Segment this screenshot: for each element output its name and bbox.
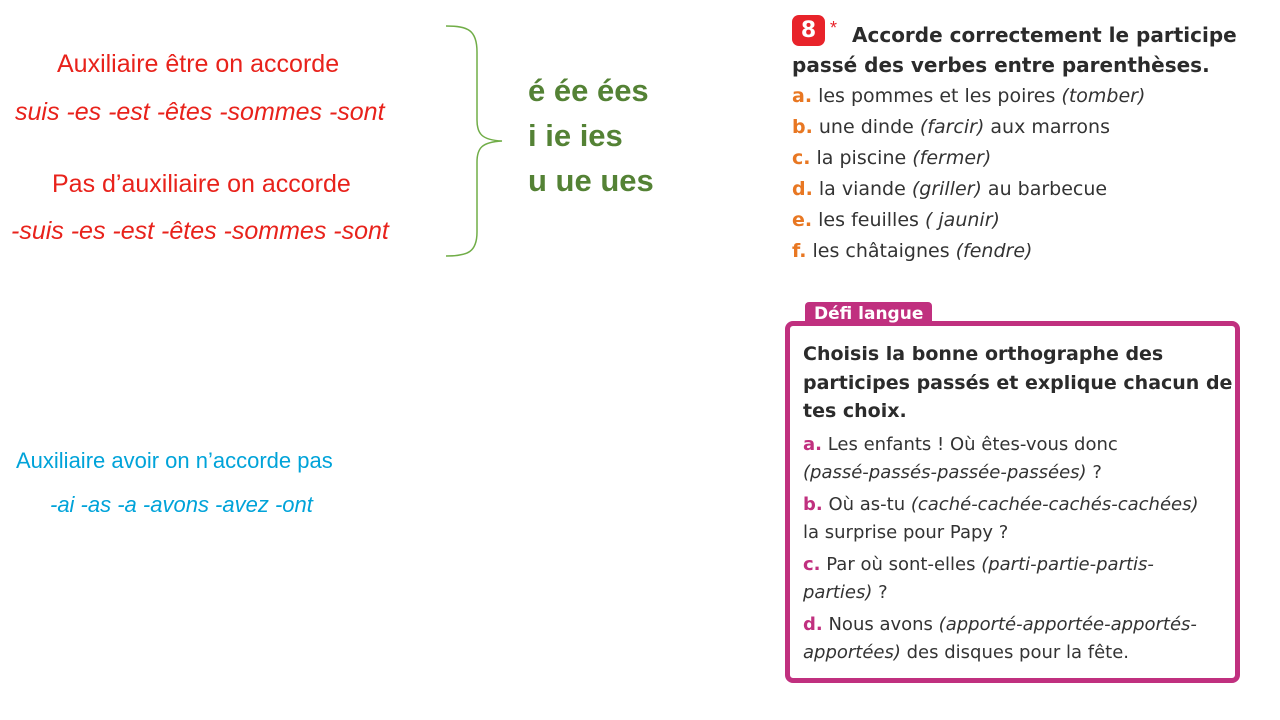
item-letter: d. [792,178,813,200]
item-text: ? [1086,462,1102,483]
item-letter: b. [792,116,813,138]
item-choices: (parti-partie-partis- [981,554,1154,575]
item-text: ? [872,582,888,603]
exercise-item [792,209,1000,231]
defi-item-d-line1 [803,614,1197,635]
defi-intro-line3: tes choix. [803,400,907,422]
defi-item-d-line2 [803,642,1129,663]
item-text: la viande [818,178,912,200]
item-letter: a. [792,85,813,107]
defi-langue-tab: Défi langue [805,302,932,326]
item-text: Les enfants ! Où êtes-vous donc [827,434,1118,455]
item-text: les pommes et les poires [818,85,1062,107]
item-letter: c. [803,554,821,575]
exercise-item [792,147,991,169]
item-verb: (fermer) [912,147,992,169]
defi-item-c-line2 [803,582,888,603]
defi-item-b-line1 [803,494,1199,515]
defi-item-c-line1 [803,554,1154,575]
sans-auxiliaire-rule-title: Pas d’auxiliaire on accorde [52,170,351,198]
item-text: des disques pour la fête. [900,642,1130,663]
item-text-after: au barbecue [981,178,1108,200]
item-letter: a. [803,434,822,455]
item-letter: d. [803,614,823,635]
item-letter: c. [792,147,811,169]
item-text: Nous avons [828,614,939,635]
ending-i: i ie ies [528,118,623,153]
exercise-item [792,116,1110,138]
exercise-item [792,240,1032,262]
avoir-rule-title: Auxiliaire avoir on n’accorde pas [16,448,333,473]
item-text: Par où sont-elles [826,554,982,575]
etre-forms: suis -es -est -êtes -sommes -sont [15,98,385,126]
item-choices: (apporté-apportée-apportés- [938,614,1197,635]
exercise-item [792,178,1107,200]
item-text: une dinde [818,116,920,138]
etre-rule-title: Auxiliaire être on accorde [57,50,340,78]
sans-auxiliaire-forms: -suis -es -est -êtes -sommes -sont [11,217,389,245]
item-text: la piscine [816,147,913,169]
item-text: les feuilles [818,209,925,231]
exercise-number-badge: 8 [792,15,825,46]
item-verb: (tomber) [1061,85,1146,107]
exercise-title-line2: passé des verbes entre parenthèses. [792,53,1210,77]
item-choices: apportées) [803,642,901,663]
item-verb: ( jaunir) [924,209,1000,231]
item-choices: (passé-passés-passée-passées) [803,462,1087,483]
defi-item-b-line2: la surprise pour Papy ? [803,522,1009,543]
item-letter: f. [792,240,807,262]
curly-brace [440,22,510,262]
ending-u: u ue ues [528,163,654,198]
item-text: Où as-tu [828,494,911,515]
defi-item-a-line2 [803,462,1102,483]
defi-intro-line2: participes passés et explique chacun de [803,372,1233,394]
item-letter: b. [803,494,823,515]
exercise-title-line1: Accorde correctement le participe [852,23,1237,47]
item-letter: e. [792,209,813,231]
item-choices: parties) [803,582,873,603]
item-text-after: aux marrons [984,116,1110,138]
ending-e: é ée ées [528,73,649,108]
item-text: les châtaignes [812,240,956,262]
difficulty-star-icon: * [830,18,838,38]
defi-intro-line1: Choisis la bonne orthographe des [803,343,1164,365]
item-verb: (griller) [911,178,982,200]
exercise-item [792,85,1145,107]
item-verb: (fendre) [955,240,1033,262]
defi-item-a-line1 [803,434,1118,455]
item-verb: (farcir) [919,116,985,138]
item-choices: (caché-cachée-cachés-cachées) [910,494,1199,515]
avoir-forms: -ai -as -a -avons -avez -ont [50,492,313,517]
